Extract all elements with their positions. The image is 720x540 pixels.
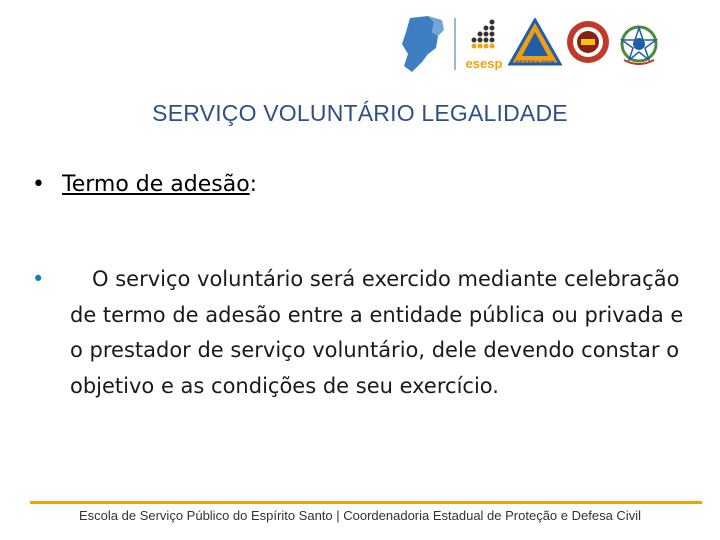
bullet-term-suffix: : xyxy=(249,172,258,197)
defesa-civil-text: DEFESA CIVIL xyxy=(515,61,557,67)
bullet-term: Termo de adesão xyxy=(62,172,250,197)
footer-accent-bar xyxy=(30,501,702,504)
bullet-marker: • xyxy=(32,172,45,197)
esesp-dots-icon xyxy=(462,16,502,56)
bullet-termo xyxy=(32,172,257,197)
slide-title: SERVIÇO VOLUNTÁRIO LEGALIDADE xyxy=(152,100,568,126)
footer-text: Escola de Serviço Público do Espírito Santo | Coordenadoria Estadual de Proteção e Defesa Civil xyxy=(79,508,641,523)
logo-strip xyxy=(398,12,698,82)
esesp-logo-text: esesp xyxy=(465,56,503,71)
state-coat-of-arms-logo xyxy=(616,22,662,68)
bullet-description: O serviço voluntário será exercido mediante celebração de termo de adesão entre a entidade pública ou privada e o prestador de serviço voluntário, dele devendo constar o objetivo e as condições de seu exercício. xyxy=(70,267,684,398)
bombeiros-seal-logo xyxy=(566,20,610,64)
espirito-santo-map-logo xyxy=(398,14,450,76)
bullet-marker: • xyxy=(32,267,45,291)
logo-divider xyxy=(454,18,456,70)
